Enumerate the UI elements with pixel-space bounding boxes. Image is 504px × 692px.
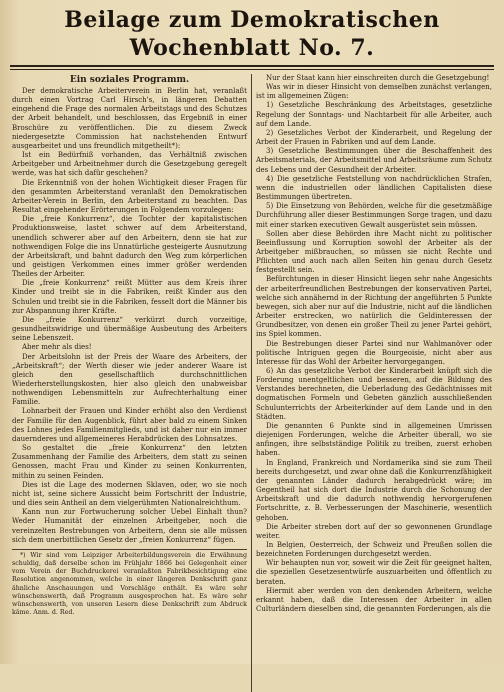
list-item: 6) An das gesetzliche Verbot der Kinderarbeit knüpft sich die Forderung unentgeltlichen und besseren, auf die Bildung des Verstandes berechneten, die Ueberladung des Gedächtnisses mit dogmatischen Formeln und Gebeten gänzlich ausschließenden Schulunterrichts der Arbeiterkinder auf dem Lande und in den Städten.	[256, 367, 492, 421]
paragraph: So gestaltet die „freie Konkurrenz“ den letzten Zusammenhang der Familie des Arbeiters, dem statt zu seinen Genossen, macht Frau und Kinder zu seinen Konkurrenten, mithin zu seinen Feinden.	[12, 444, 247, 480]
masthead-title: Beilage zum Demokratischen Wochenblatt No. 7.	[64, 7, 440, 61]
paragraph: Dies ist die Lage des modernen Sklaven, oder, wo sie noch nicht ist, seine sichere Aussicht beim Fortschritt der Industrie, und dies sein Antheil an dem vielgerühmten Nationalreichthum.	[12, 480, 247, 508]
paragraph: Die Bestrebungen dieser Partei sind nur Wahlmanöver oder politische Intriguen gegen die Bourgeoisie, nicht aber aus Interesse für das Wohl der Arbeiter hervorgegangen.	[256, 339, 492, 366]
paragraph: Die „freie Konkurrenz“ verkürzt durch vorzeitige, gesundheitswidrige und übermäßige Ausbeutung des Arbeiters seine Lebenszeit.	[12, 315, 247, 343]
left-column	[8, 74, 252, 692]
paragraph: Ist ein Bedürfniß vorhanden, das Verhältniß zwischen Arbeitgeber und Arbeitnehmer durch die Gesetzgebung geregelt werde, was hat sich dafür geschehen?	[12, 151, 247, 178]
paragraph: Die „freie Konkurrenz“, die Tochter der kapitalistischen Produktionsweise, lastet schwer auf dem Arbeiterstand, unendlich schwerer aber auf den Arbeitern, denn sie hat zur nothwendigen Folge die ins Unnatürliche gesteigerte Ausnutzung der Arbeitskraft, und bahnt dadurch den Weg zum körperlichen und geistigen Verkommen eines immer größer werdenden Theiles der Arbeiter.	[12, 215, 247, 279]
masthead-rule	[10, 65, 494, 70]
paragraph: Sollen aber diese Behörden ihre Macht nicht zu politischer Beeinflussung und Korruption sowohl der Arbeiter als der Arbeitgeber mißbrauchen, so müssen sie nicht Rechte und Pflichten und auch nach allen Seiten hin genau durch Gesetz festgestellt sein.	[256, 229, 492, 275]
paragraph: Kann nun zur Fortwucherung solcher Uebel Einhalt thun? Weder Humanität der einzelnen Arbeitgeber, noch die vereinzelten Bestrebungen von Arbeitern, denn sie alle müssen sich dem unerbittlichen Gesetz der „freien Konkurrenz“ fügen.	[12, 508, 247, 544]
paragraph: In England, Frankreich und Nordamerika sind sie zum Theil bereits durchgesetzt, und zwar ohne daß die Konkurrenzfähigkeit der genannten Länder dadurch herabgedrückt wäre; im Gegentheil hat sich dort die Industrie durch die Schonung der Arbeitskraft und die dadurch nothwendig hervorgerufenen Fortschritte, z. B. Verbesserungen der Maschinerie, wesentlich gehoben.	[256, 458, 492, 522]
list-item: 3) Gesetzliche Bestimmungen über die Beschaffenheit des Arbeitsmaterials, der Arbeitsmittel und Arbeitsräume zum Schutz des Lebens und der Gesundheit der Arbeiter.	[256, 147, 492, 174]
paragraph: Lohnarbeit der Frauen und Kinder erhöht also den Verdienst der Familie für den Augenblick, führt aber bald zu einem Sinken des Lohnes jedes Familienmitglieds, und ist daher nur ein immer dauernderes und allgemeineres Herabdrücken des Lohnsatzes.	[12, 407, 247, 443]
paragraph: Wir behaupten nun vor, soweit wir die Zeit für geeignet halten, die speziellen Gesetzesentwürfe auszuarbeiten und öffentlich zu beraten.	[256, 559, 492, 586]
paragraph: Die „freie Konkurrenz“ reißt Mütter aus dem Kreis ihrer Kinder und treibt sie in die Fabriken, reißt Kinder aus den Schulen und treibt sie in die Fabriken, fesselt dort die Männer bis zur Abspannung ihrer Kräfte.	[12, 279, 247, 315]
paragraph: Was wir in dieser Hinsicht von demselben zunächst verlangen, ist im allgemeinen Zügen:	[256, 83, 492, 101]
paragraph: Die Arbeiter streben dort auf der so gewonnenen Grundlage weiter.	[256, 522, 492, 540]
list-item: 4) Die gesetzliche Feststellung von nachdrücklichen Strafen, wenn die industriellen oder ländlichen Capitalisten diese Bestimmungen übertreten.	[256, 174, 492, 202]
paragraph: Hiermit aber werden von den denkenden Arbeitern, welche erkannt haben, daß die Interessen der Arbeiter in allen Culturländern dieselben sind, die genannten Forderungen, als die	[256, 586, 492, 614]
paragraph: Nur der Staat kann hier einschreiten durch die Gesetzgebung!	[266, 74, 490, 82]
paragraph: In Belgien, Oesterreich, der Schweiz und Preußen sollen die bezeichneten Forderungen durchgesetzt werden.	[256, 540, 492, 559]
list-item: 1) Gesetzliche Beschränkung des Arbeitstages, gesetzliche Regelung der Sonntags- und Nachtarbeit für alle Arbeiter, auch auf dem Lande.	[256, 101, 492, 128]
paragraph: Befürchtungen in dieser Hinsicht liegen sehr nahe Angesichts der arbeiterfreundlichen Bestrebungen der konservativen Partei, welche sich annähernd in der Richtung der angeführten 5 Punkte bewegen, sich aber nur auf die Industrie, nicht auf die ländlichen Arbeiter erstrecken, wo natürlich die Geldinteressen der Grundbesitzer, von denen ein großer Theil zu jener Partei gehört, ins Spiel kommen.	[256, 275, 492, 339]
article-columns	[8, 74, 496, 692]
right-column	[252, 74, 496, 692]
paragraph: Die genannten 6 Punkte sind in allgemeinen Umrissen diejenigen Forderungen, welche die Arbeiter überall, wo sie anfingen, ihre selbstständige Politik zu treiben, zuerst erhoben haben.	[256, 421, 492, 458]
paragraph: Die Erkenntniß von der hohen Wichtigkeit dieser Fragen für den gesammten Arbeiterstand veranlaßt den Demokratischen Arbeiter-Verein in Berlin, den Arbeiterstand zu beachten. Das Resultat eingehender Erörterungen in Folgendem vorzulegen:	[12, 178, 247, 215]
list-item: 5) Die Einsetzung von Behörden, welche für die gesetzmäßige Durchführung aller dieser Bestimmungen Sorge tragen, und dazu mit einer starken executiven Gewalt ausgerüstet sein müssen.	[256, 202, 492, 229]
footnote-text: *) Wir sind vom Leipziger Arbeiterbildungsverein die Erwähnung schuldig, daß derselbe schon im Frühjahr 1866 bei Gelegenheit einer vom Verein der Buchdruckerei veranlaßten Fabrikbesichtigung eine Resolution angenommen, welche in einer längeren Denkschrift ganz ähnliche Anschauungen und Vorschläge enthält. Es wäre sehr wünschenswerth, daß Programm ausgesprochen hat. Es wäre sehr wünschenswerth, von unseren Lesern diese Denkschrift zum Abdruck käme. Anm. d. Red.	[12, 551, 247, 617]
footnote	[12, 549, 247, 618]
paragraph: Der Arbeitslohn ist der Preis der Waare des Arbeiters, der „Arbeitskraft“; der Werth dieser wie jeder anderer Waare ist gleich den gesellschaftlich durchschnittlichen Wiederherstellungskosten, hier also gleich den unabweisbar nothwendigen Lebensmitteln zur Aufrechterhaltung einer Familie.	[12, 352, 247, 407]
paragraph: Aber mehr als dies!	[22, 343, 92, 352]
paragraph: Der demokratische Arbeiterverein in Berlin hat, veranlaßt durch einen Vortrag Carl Hirsch's, in längeren Debatten eingehend die Frage des normalen Arbeitstags und des Schutzes der Arbeit behandelt, und beschlossen, das Ergebniß in einer Broschüre zu veröffentlichen. Die zu diesem Zweck niedergesetzte Commission hat nachstehenden Entwurf ausgearbeitet und uns freundlich mitgetheilt*):	[12, 87, 247, 150]
article-heading: Ein soziales Programm.	[69, 75, 190, 85]
list-item: 2) Gesetzliches Verbot der Kinderarbeit, und Regelung der Arbeit der Frauen in Fabriken und auf dem Lande.	[256, 128, 492, 147]
